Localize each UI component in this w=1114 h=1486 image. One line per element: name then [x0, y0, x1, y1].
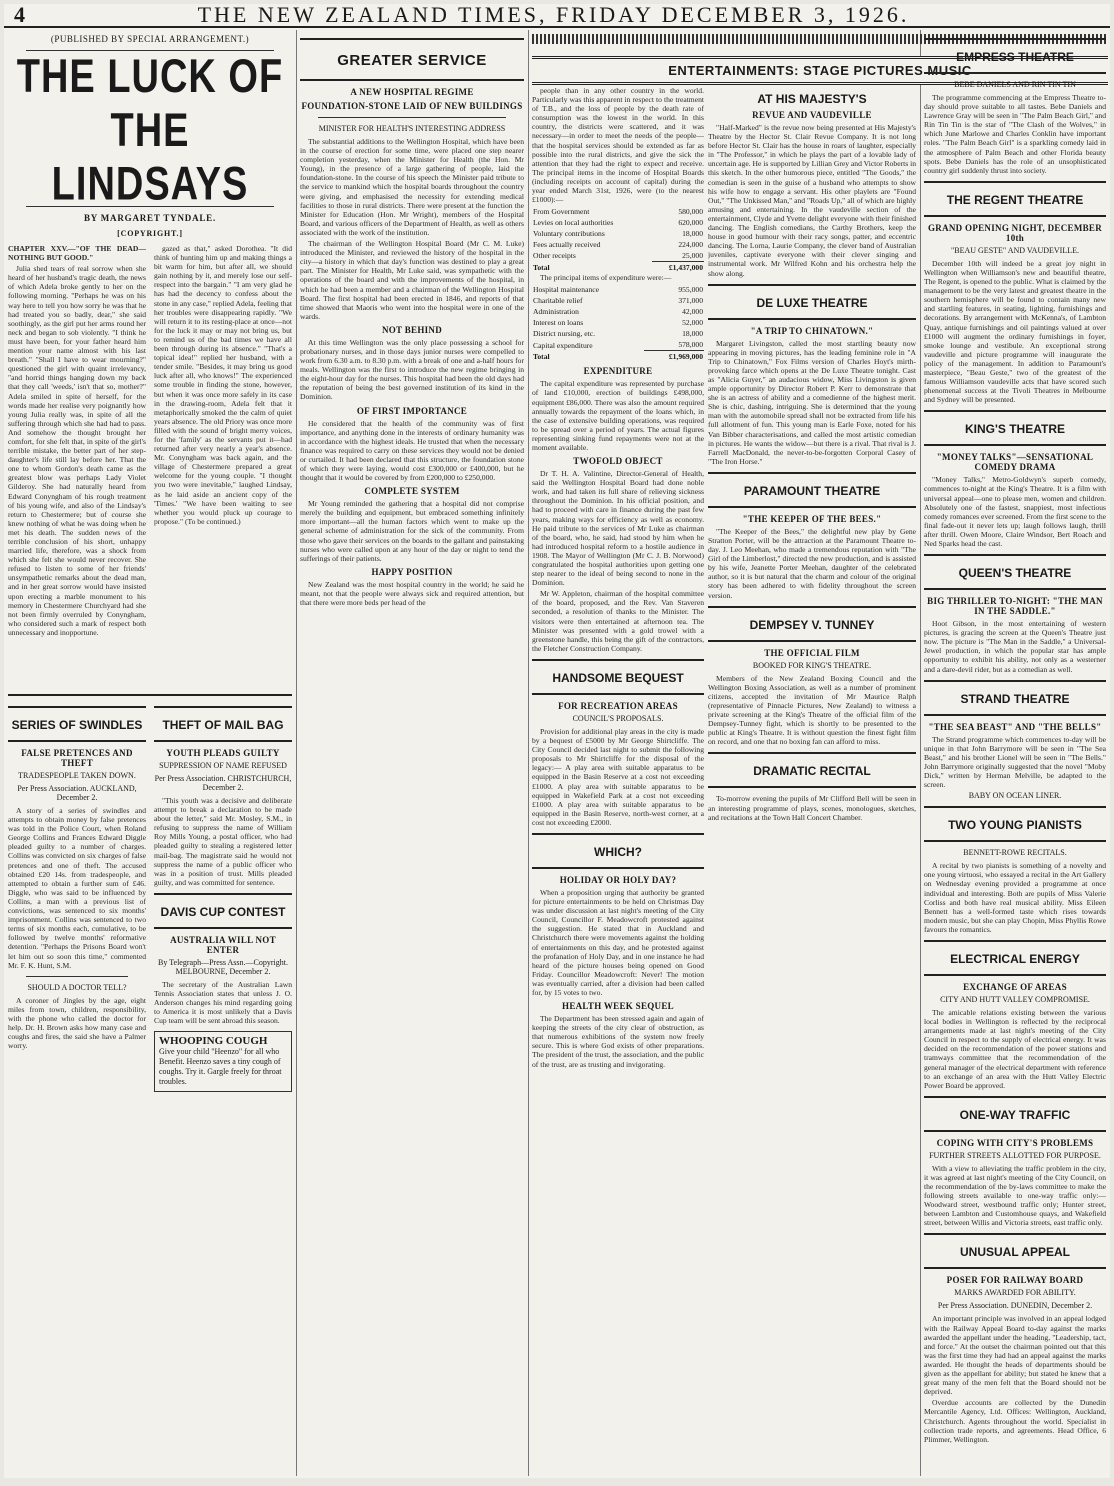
divider [26, 976, 128, 977]
queens-title: QUEEN'S THEATRE [958, 566, 1072, 581]
regent-sub: GRAND OPENING NIGHT, DECEMBER 10th [927, 222, 1103, 243]
traffic-sub2: FURTHER STREETS ALLOTTED FOR PURPOSE. [929, 1150, 1101, 1160]
hospital-cont-body5: Mr W. Appleton, chairman of the hospital committee of the board, proposed, and the Rev. Van Staveren seconded, a resolution of thanks to the Minister. The visitors were then entertained at afternoon tea. The Minister was presented with a gold trowel with a greenstone handle, this being the gift of the contractors, the Fletcher Construction Company. [532, 589, 704, 653]
bequest-head-box [532, 659, 704, 695]
hospital-body2: The chairman of the Wellington Hospital Board (Mr C. M. Luke) introduced the Minister, and reviewed the history of the hospital in the city—a history in which that day's function was destined to play a great part. The Minister for Health, Mr Luke said, was sympathetic with the operations of the board and with the improvements of the hospital, in which he had been a member and a chairman of the Wellington Hospital Board. The first hospital had been erected in 1846, and reports of that time showed that Maoris who went into the hospital were in one of the wards. [300, 239, 524, 321]
right-column [924, 32, 1106, 1476]
page-number: 4 [14, 4, 25, 27]
energy-sub: EXCHANGE OF AREAS [963, 981, 1067, 992]
traffic-head-box [924, 1096, 1106, 1132]
mailbag-head-box [154, 706, 292, 742]
masthead [4, 4, 1110, 28]
bequest-body: Provision for additional play areas in the city is made by a bequest of £5000 by Mr George Shirtcliffe. The City Council decided last night to submit the following proposals to Mr Shirtcliffe for the disposal of the legacy:— A play area with suitable apparatus to be equipped in the Basin Reserve at a cost not exceeding £1000. A play area with suitable apparatus to be equipped in Wakefield Park at a cost not exceeding £1000. A play area with suitable apparatus to be equipped in the Basin Reserve, north-west corner, at a cost not exceeding £2000. [532, 726, 704, 827]
majesty-sub: REVUE AND VAUDEVILLE [752, 110, 872, 120]
row-label: From Government [533, 207, 590, 217]
bequest-sub2: COUNCIL'S PROPOSALS. [572, 713, 664, 723]
table-row [532, 295, 704, 306]
table-row [532, 317, 704, 328]
row-label: Levies on local authorities [533, 218, 614, 228]
energy-head-box [924, 940, 1106, 976]
dempsey-title: DEMPSEY V. TUNNEY [749, 617, 875, 632]
swindles-sub2: TRADESPEOPLE TAKEN DOWN. [18, 771, 136, 780]
empress-head-box [924, 38, 1106, 74]
strand-sub: "THE SEA BEAST" AND "THE BELLS" [928, 721, 1102, 732]
serial-chapter: CHAPTER XXV.—"OF THE DEAD—NOTHING BUT GOOD." [8, 244, 146, 263]
majesty-title: AT HIS MAJESTY'S [757, 92, 867, 106]
serial-text-b: gazed as that," asked Dorothea. "It did think of hunting him up and making things a bit warm for him, but after all, we should gain nothing by it, and merely lose our self-respect into the bargain." "I am very glad he has had the decency to confess about the stone in any case," replied Adela, feeling that her troubles were disappearing rapidly. "We will return it to its resting-place at once—not for the luck it may or may not bring us, but to remind us of the bad times we have all been through during its absence." "That's a topical idea!" replied her husband, with a tender smile. "Besides, it may bring us good luck after all, who knows!" The experienced some trouble in finding the stone, however, but when it was once more safely in its case in the drawing-room, Adela felt that it metaphorically smoked the the calm of quiet years absence. The old Priory was once more filled with the sound of bright merry voices, for the 'family' as the servants put it—had returned after very nearly a year's absence. Mr. Conyngham was back again, and the village of Chestermere prepared a great welcome for the young couple. "I thought you two were inevitable," laughed Lindsay, as he laid aside an ancient copy of the 'Times.' "We have been waiting to see whether you would pluck up courage to propose." (To be continued.) [154, 244, 292, 526]
column-rule [296, 30, 297, 1476]
row-label: Total [533, 352, 550, 362]
appeal-sub: POSER FOR RAILWAY BOARD [946, 1275, 1084, 1286]
dempsey-sub2: BOOKED FOR KING'S THEATRE. [752, 660, 872, 670]
serial-text-a: Julia shed tears of real sorrow when she heard of her husband's tragic death, the news of which Adela broke gently to her on the following morning. "Perhaps he was on his way here to tell you how sorry he was that he had treated you so badly, dear," she said soothingly, as the girl put her arms round her neck and began to sob violently. "I think he must have been, for your father heard him mention your name almost with his last breath." "Shall I have to wear mourning?" questioned the girl with quaint irrelevancy, "and horrid things hanging down my back that they call 'weeds,' isn't that so, mother?" Adela smiled in spite of herself, for the words made her realise very poignantly how young Julia really was, in spite of all the suffering through which she had had to pass. And somehow the thought brought her comfort, for she felt that, in spite of the girl's terrible mistake, the better part of her step-daughter's life still lay before her. That the one to whom Gordon's death came as the greatest blow was perhaps Lady Violet Gilderoy. She had naturally heard from Edward Conyngham of his rough treatment of his young wife, and also of the Lindsay's return to Chestermere; but of course she knew nothing of what he was doing when he met his death. The sudden news of the terrible conclusion of his short, unhappy married life, therefore, was a shock from which she felt she would never recover. She refused to listen to some of her friends' unsympathetic remarks about the dead man, and in her great sorrow would have insisted upon erecting a marble monument to his memory in Chestermere Churchyard had she not been firmly overruled by Conyngham, who considered such a mark of respect both unnecessary and inopportune. [8, 264, 146, 637]
serial-story [8, 32, 292, 692]
whooping-cough-ad [154, 1031, 292, 1092]
hospital-cont-body4: Dr T. H. A. Valintine, Director-General of Health, said the Wellington Hospital Board had done noble work, and had taken its full share of relieving sickness throughout the Dominion. In his official position, and had to proceed with care in finance during the past few years, making ways for efficiency as well as economy. He paid tribute to the services of Mr Luke as chairman of the board, who, he said, had stood by him when he had introduced hospital reform to a hostile audience in 1908. The Mayor of Wellington (Mr C. J. B. Norwood) congratulated the hospital authorities upon getting one step nearer to the ideal of being second to none in the Dominion. [532, 469, 704, 588]
row-value: 620,000 [678, 218, 703, 228]
health-week-body: The Department has been stressed again and again of keeping the streets of the city clear of obstruction, as that numerous exhibitions of the system now freely secure. This is where God exists of other preparations. The president of the trust, the association, and the public of the trust, are as trusting and invigorating. [532, 1014, 704, 1069]
traffic-body: With a view to alleviating the traffic problem in the city, it was agreed at last night's meeting of the City Council, on the recommendation of the by-laws committee to make the following streets available to one-way traffic only:— Woodward street, westbound traffic only; Hunter street, between Lambton and Customhouse quays, and Wakefield street, between Willis and Victoria streets, east traffic only. [924, 1163, 1106, 1228]
mailbag-sub2: SUPPRESSION OF NAME REFUSED [159, 761, 287, 770]
paramount-head-box [708, 472, 916, 508]
serial-kicker: (PUBLISHED BY SPECIAL ARRANGEMENT.) [50, 34, 250, 44]
davis-source: By Telegraph—Press Assn.—Copyright. MELBOURNE, December 2. [158, 957, 288, 976]
hospital-title: GREATER SERVICE [337, 52, 487, 69]
row-value: 18,000 [682, 329, 703, 339]
energy-body: The amicable relations existing between the various local bodies in Wellington is reflected by the reciprocal arrangements made at last night's meeting of the City Council in respect to the supply of electrical energy. It was decided on the recommendation of the power stations and tramways committee that the recommendation of the general manager of the electrical department with reference to an exchange of an area with the Hutt Valley Electric Power Board be approved. [924, 1007, 1106, 1090]
pianists-head-box [924, 806, 1106, 842]
regent-body: December 10th will indeed be a great joy night in Wellington when Williamson's new and beautiful theatre, The Regent, is opened to the public. What is claimed by the management to be the very latest and greatest theatre in the southern hemisphere will be found to contain many new and startling features, in seating, lighting, furnishings and decorations. By arrangement with McKenna's, of Lambton Quay, antique furnishings and oil paintings valued at over £1000 will augment the ordinary furnishings in foyer, smoke lounge and vestibule. An exceptional strong vaudeville and picture programme will inaugurate the policy of the management. In addition to Paramount's masterpiece, "Beau Geste," two of the greatest of the famous Williamson vaudeville acts that have scored such phenomenal success at the Tivoli Theatres in Melbourne and Sydney will be presented. [924, 258, 1106, 405]
subhead-health-week: HEALTH WEEK SEQUEL [562, 1001, 674, 1012]
row-label: Voluntary contributions [533, 229, 605, 239]
row-value: 371,000 [678, 296, 703, 306]
subhead-not-behind: NOT BEHIND [381, 324, 443, 335]
pianists-sub: BENNETT-ROWE RECITALS. [963, 848, 1067, 858]
table-total-row [532, 351, 704, 363]
table-row [532, 328, 704, 339]
theatres-col-a [708, 86, 916, 1476]
row-label: Total [533, 262, 550, 272]
table-row [532, 217, 704, 228]
divider [318, 117, 506, 118]
energy-sub2: CITY AND HUTT VALLEY COMPROMISE. [940, 994, 1090, 1004]
appeal-body2: Overdue accounts are collected by the Dunedin Mercantile Agency, Ltd. Offices: Wellington, Auckland, Christchurch. Agents throughout the world. Specialist in collection trade reports, and agreements. Head Office, 6 Plimmer, Wellington. [924, 1398, 1106, 1444]
empress-body: The programme commencing at the Empress Theatre to-day should prove suitable to all tastes. Bebe Daniels and Lawrence Gray will be seen in "The Palm Beach Girl," and Rin Tin Tin is the star of "The Clash of the Wolves," in which June Marlowe and Charles Conklin have important roles. "The Palm Beach Girl" is a sparkling comedy laid in the atmosphere of Palm Beach and other Florida beauty spots. Bebe Daniels has the role of an unsophisticated country girl suddenly thrust into society. [924, 93, 1106, 175]
table-row [532, 206, 704, 217]
bequest-sub: FOR RECREATION AREAS [558, 700, 678, 711]
mailbag-sub: YOUTH PLEADS GUILTY [166, 748, 280, 758]
row-value: £1,969,000 [644, 351, 704, 363]
paramount-body: "The Keeper of the Bees," the delightful new play by Gene Stratton Porter, will be the attraction at the Paramount Theatre to-day. J. Leo Meehan, who made a tremendous reputation with "The Girl of the Limberlost," directed the new production, and is assisted by his wife, Jeanette Porter Meehan, daughter of the celebrated author, so it is but natural that the charm and colour of the original story has been adhered to with fidelity throughout the screen version. [708, 526, 916, 600]
strand-title: STRAND THEATRE [960, 691, 1070, 706]
strand-head-box [924, 680, 1106, 716]
appeal-sub2: MARKS AWARDED FOR ABILITY. [954, 1288, 1076, 1298]
paramount-sub: "THE KEEPER OF THE BEES." [742, 513, 882, 524]
bequest-title: HANDSOME BEQUEST [552, 670, 684, 685]
hospital-cont-body1: people than in any other country in the world. Particularly was this apparent in respect to the treatment of T.B., and the loss of people by the death rate of consumption was the lowest in the world. In this country, the districts were scattered, and it was necessary—in order to meet the needs of the people—that the hospital services should be extended as far as possible into the rural districts, and give the sick the attention that they had the right to expect and receive. The principal items in the income of Hospital Boards (including receipts on account of capital) during the year ended March 31st, 1926, were (to the nearest £1000):— [532, 86, 704, 205]
hospital-sub2: FOUNDATION-STONE LAID OF NEW BUILDINGS [301, 101, 523, 111]
serial-col-b [154, 244, 292, 639]
hospital-body3: At this time Wellington was the only place possessing a school for probationary nurses, and in those days junior nurses were compelled to work from 6.30 a.m. to 8.30 p.m. with a break of one and a-half hours for meals. Wellington was the first to introduce the new regime bringing in the eight-hour day for the nurses. This hospital had been the old days had the reputation of being the best governed institution of its kind in the Dominion. [300, 337, 524, 402]
subhead-happy: HAPPY POSITION [371, 566, 453, 577]
hospital-cont-body2: The principal items of expenditure were:— [540, 273, 672, 283]
kings-body: "Money Talks," Metro-Goldwyn's superb comedy, commences to-night at the King's Theatre. It is a film with universal appeal—one to please men, women and children. Absolutely one of the fastest, snappiest, most infectious comedy romances ever screened. From the first scene to the final fade-out it never lets up; laugh follows laugh, thrill after thrill. Owen Moore, Claire Windsor, Bert Roach and Ned Sparks head the cast. [924, 475, 1106, 548]
doctor-title: SHOULD A DOCTOR TELL? [27, 982, 127, 992]
which-sub: HOLIDAY OR HOLY DAY? [559, 874, 677, 885]
davis-head-box [154, 893, 292, 929]
regent-head-box [924, 181, 1106, 217]
row-value: £1,437,000 [652, 262, 705, 274]
traffic-sub: COPING WITH CITY'S PROBLEMS [936, 1137, 1094, 1148]
kings-head-box [924, 410, 1106, 446]
hospital-continued [532, 86, 704, 1476]
swindles-head-box [8, 706, 146, 742]
regent-sub2: "BEAU GESTE" AND VAUDEVILLE. [950, 245, 1079, 255]
row-label: Capital expenditure [533, 340, 593, 350]
kings-title: KING'S THEATRE [965, 422, 1065, 437]
traffic-title: ONE-WAY TRAFFIC [959, 1107, 1071, 1122]
table-row [532, 228, 704, 239]
recital-head-box [708, 752, 916, 788]
which-body: When a proposition urging that authority be granted for picture entertainments to be held on Christmas Day was under discussion at last night's meeting of the City Council, Councillor F. Meadowcroft protested against the suggestion. He stated that in Auckland and Christchurch there were movements against the holding of entertainments on this day, and he protested against the profanation of Holy Day, and in one instance he had heard of the picture houses being opened on Good Friday. Councillor Meadowcroft: Never! The motion was eventually carried, after a division had been called for, by 15 votes to two. [532, 887, 704, 997]
deluxe-head-box [708, 284, 916, 320]
lower-left-section [8, 700, 292, 1476]
hospital-article [300, 32, 524, 1476]
strand-body: The Strand programme which commences to-day will be unique in that John Barrymore will be seen in "The Sea Beast," and his brother Lionel will be seen in "The Bells." John Barrymore originally suggested that the novel "Moby Dick," written by Herman Melville, be adapted to the screen. [924, 734, 1106, 790]
hospital-body6: New Zealand was the most hospital country in the world; he said he meant, not that the people were always sick and required attention, but that there were more beds per head of the [300, 579, 524, 608]
swindles-sub: FALSE PRETENCES AND THEFT [21, 748, 133, 768]
row-label: Interest on loans [533, 318, 584, 328]
paramount-title: PARAMOUNT THEATRE [743, 483, 881, 498]
serial-columns [8, 244, 292, 639]
table-row [532, 306, 704, 317]
empress-sub: BEBE DANIELS AND RIN TIN TIN [954, 80, 1076, 89]
income-table [532, 206, 704, 273]
subhead-expenditure: EXPENDITURE [583, 366, 653, 377]
ad-body: Give your child "Heenzo" for all who Benefit. Heenzo saves a tiny cough of coughs. Try it. Gargle freely for throat troubles. [159, 1047, 282, 1087]
row-label: Fees actually received [533, 240, 601, 250]
masthead-title: THE NEW ZEALAND TIMES, FRIDAY DECEMBER 3, 1926. [197, 4, 910, 27]
table-row [532, 339, 704, 351]
row-label: Other receipts [533, 251, 576, 261]
appeal-head-box [924, 1233, 1106, 1269]
swindles-title: SERIES OF SWINDLES [11, 718, 143, 732]
mailbag-source: Per Press Association. CHRISTCHURCH, December 2. [154, 774, 292, 792]
queens-body: Hoot Gibson, in the most entertaining of western pictures, is gracing the screen at the Queen's Theatre just now. The picture is "The Man in the Saddle," a Universal-Jewel production, in which the popular star has ample opportunity to exhibit his ability, not only as a westerner and a dare-devil rider, but as a comedian as well. [924, 619, 1106, 674]
subhead-importance: OF FIRST IMPORTANCE [356, 405, 468, 416]
row-value: 955,000 [678, 285, 703, 295]
entertainments-banner: ENTERTAINMENTS: STAGE PICTURES MUSIC [532, 56, 1108, 85]
mailbag-body: "This youth was a decisive and deliberate attempt to break a declaration to be made about the letter," said Mr. Mosley, S.M., in refusing to suppress the name of William Roy Mills Young, a postal officer, who had pleaded guilty to stealing a registered letter mail-bag. The magistrate said he would not suppress the name of a public officer who was in a position of trust. Mills pleaded guilty, and was committed for sentence. [154, 796, 292, 887]
subhead-twofold: TWOFOLD OBJECT [573, 456, 663, 467]
hospital-cont-body3: The capital expenditure was represented by purchase of land £10,000, erection of buildings £498,000, equipment £86,000. There was also the amount required annually towards the repayment of the loans which, in the case of extensive building operations, was required to be spread over a period of years. The actual figures representing sinking fund repayments were not at the moment available. [532, 379, 704, 452]
hospital-body4: He considered that the health of the community was of first importance, and anything done in the interests of ordinary humanity was in accordance with the highest ideals. He trusted that when the necessary finance was required to carry on these services they would not be denied or curtailed. It had been declared that this structure, the foundation stone of which they were laying, would cost £300,000 or £400,000, but he thought that it would be covered by from £200,000 to £250,000. [300, 418, 524, 483]
row-value: 18,000 [682, 229, 703, 239]
davis-title: DAVIS CUP CONTEST [160, 904, 286, 919]
hospital-head-box [300, 38, 524, 81]
appeal-body: An important principle was involved in an appeal lodged with the Railway Appeal Board to-day against the marks awarded the appellant under the heading, "Leadership, tact, and force." At the outset the chairman pointed out that this was the first time they had had an appeal against the marks awarded. He thought the heads of departments should be given as the appellant for ability; but stated he knew that a great many of the men felt that the Board should not be deprived. [924, 1314, 1106, 1397]
doctor-body: A coroner of Jingles by the age, eight miles from town, children, responsibility, with the phone who called the doctor for help. Dr. H. Brown asks how many case and coughs and fires, the said she have a Palmer worry. [8, 995, 146, 1051]
empress-title: EMPRESS THEATRE [956, 50, 1074, 64]
row-label: Hospital maintenance [533, 285, 600, 295]
pianists-body: A recital by two pianists is something of a novelty and one young virtuosi, who essayed a recital in the Art Gallery on Wednesday evening provided a programme at once individual and interesting. Both are pupils of Miss Valerie Corliss and both have real musical ability. Miss Eileen Bennett has a well-formed taste which rises towards modern music, but she can play Chopin, Miss Phyllis Rowe favours the romantics. [924, 861, 1106, 934]
kings-sub: "MONEY TALKS"—SENSATIONAL COMEDY DRAMA [936, 452, 1094, 473]
column-rule [528, 30, 529, 1476]
recital-body: To-morrow evening the pupils of Mr Clifford Bell will be seen in an interesting programme of plays, scenes, monologues, sketches, and recitations at the Town Hall Concert Chamber. [708, 794, 916, 822]
regent-title: THE REGENT THEATRE [946, 192, 1084, 207]
row-label: District nursing, etc. [533, 329, 596, 339]
row-value: 580,000 [678, 207, 703, 217]
ad-head: WHOOPING COUGH [159, 1035, 268, 1048]
row-value: 42,000 [682, 307, 703, 317]
appeal-title: UNUSUAL APPEAL [959, 1245, 1070, 1260]
davis-body: The secretary of the Australian Lawn Tennis Association states that unless J. O. Anderson changes his mind regarding going to America it is most unlikely that a Davis Cup team will be sent abroad this season. [154, 979, 292, 1026]
which-title: WHICH? [594, 844, 642, 859]
which-head-box [532, 833, 704, 869]
energy-title: ELECTRICAL ENERGY [950, 951, 1080, 966]
dempsey-head-box [708, 606, 916, 642]
row-value: 224,000 [678, 240, 703, 250]
pianists-title: TWO YOUNG PIANISTS [948, 818, 1082, 833]
queens-head-box [924, 554, 1106, 590]
appeal-source: Per Press Association. DUNEDIN, December 2. [937, 1301, 1093, 1311]
serial-col-a [8, 244, 146, 639]
dempsey-body: Members of the New Zealand Boxing Council and the Wellington Boxing Association, as well as a number of prominent citizens, accepted the invitation of Mr Maurice Ralph (representative of Pinnacle Pictures, New Zealand) to witness a private screening at the King's Theatre of the official film of the Dempsey-Tunney fight, which is shortly to be presented to the public at King's Theatre. It is without question the finest fight film on record, and one that no boxing fan can afford to miss. [708, 673, 916, 747]
swindles-body: A story of a series of swindles and attempts to obtain money by false pretences was told in the Police Court, when Roland George Collins and Frances Edward Diggle pleaded guilty to a number of charges. Collins was convicted on six charges of false pretences and one of theft. The accused obtained £20 14s. from tradespeople, and attempted to obtain a further sum of £46. Diggle, who was said to be influenced by Collins, a man with a previous list of convictions, was sentenced to six months' imprisonment. Collins was sentenced to two terms of six months each, cumulative, to be followed by twelve months' reformative detention. "Perhaps the Prisons Board won't let him out so soon this time," commented Mr. F. K. Hunt, S.M. [8, 806, 146, 970]
dempsey-sub: THE OFFICIAL FILM [764, 647, 860, 658]
strand-note: BABY ON OCEAN LINER. [968, 791, 1062, 801]
newspaper-page [4, 4, 1110, 1478]
deluxe-title: DE LUXE THEATRE [756, 295, 868, 310]
majesty-body: "Half-Marked" is the revue now being presented at His Majesty's Theatre by the Hector St. Clair Revue Company. It is not long before Hector St. Clair has the house in roars of laughter, especially in "The Professor," in which he plays the part of a lovable lady of uncertain age. He is supported by Lillian Grey and Victor Roberts in this sketch. In the other humorous piece, entitled "The Goods," the comedian is seen in the guise of a husband who attempts to show his wife how to engage a servant. His other playlets are "Found Out," "The Unkissed Man," and "Roads Up," all of which are highly amusing and entertaining. In the vaudeville section of the entertainment, Clyde and Yvette delight everyone with their finished dancing. The English comedians, the Carthy Brothers, keep the house in good humour with their racy songs, patter, and eccentric dancing. The Lorna, Laurie Company, the clever band of Australian juveniles, captivate everyone with their clever singing and instrumental work. Mr Wilfred Kohn and his orchestra help the show along. [708, 123, 916, 278]
divider [8, 694, 292, 696]
mailbag-article [154, 700, 292, 1476]
row-value: 25,000 [682, 251, 703, 261]
row-label: Administration [533, 307, 579, 317]
table-row [532, 239, 704, 250]
swindles-source: Per Press Association. AUCKLAND, December 2. [17, 784, 137, 802]
recital-title: DRAMATIC RECITAL [753, 764, 871, 779]
queens-sub: BIG THRILLER TO-NIGHT: "THE MAN IN THE SADDLE." [927, 596, 1103, 617]
serial-copyright: [COPYRIGHT.] [117, 229, 183, 238]
serial-byline: BY MARGARET TYNDALE. [83, 213, 217, 223]
hospital-sub3: MINISTER FOR HEALTH'S INTERESTING ADDRESS [318, 124, 506, 133]
subhead-complete: COMPLETE SYSTEM [364, 486, 460, 497]
row-value: 52,000 [682, 318, 703, 328]
swindles-article [8, 700, 146, 1476]
row-label: Charitable relief [533, 296, 583, 306]
hospital-body1: The substantial additions to the Wellington Hospital, which have been in the course of erection for some time, were placed one step nearer completion yesterday, when the Minister for Health (the Hon. Mr Young), in the presence of a large gathering of people, laid the foundation-stone. In the course of his speech the Minister paid tribute to the service to mankind which the hospital boards throughout the country were giving, and emphasised the necessity for extending medical facilities to those in rural districts. There were present at the function the Minister for Education (Hon. Mr Wright), members of the Hospital Board, and various officers of the Department of Health, as well as others associated with the work of the institution. [300, 137, 524, 237]
mailbag-title: THEFT OF MAIL BAG [162, 718, 284, 732]
serial-title: THE LUCK OF THE LINDSAYS [16, 50, 284, 211]
davis-sub: AUSTRALIA WILL NOT ENTER [170, 934, 276, 955]
hospital-body5: Mr Young reminded the gathering that a hospital did not comprise merely the building and equipment, but embraced something infinitely more important—all the human factors which went to make up the general scheme of administration for the sick of the community. From those who gave their services on the boards to the gallant and painstaking nurses who were called upon at any hour of the day or night to tend the sufferings of their patients. [300, 499, 524, 563]
deluxe-sub: "A TRIP TO CHINATOWN." [750, 325, 874, 336]
table-total-row [532, 262, 704, 274]
table-row [532, 284, 704, 295]
expenditure-table [532, 284, 704, 362]
hospital-sub: A NEW HOSPITAL REGIME [350, 87, 474, 97]
column-rule [920, 30, 921, 1476]
row-value: 578,000 [678, 340, 703, 350]
deluxe-body: Margaret Livingston, called the most startling beauty now appearing in moving pictures, has the leading feminine role in "A Trip to Chinatown," Fox Films version of Charles Hoyt's mirth-provoking farce which opens at the De Luxe Theatre tonight. Cast as "Alicia Guyer," an audacious widow, Miss Livingston is given ample opportunity by Director Robert P. Kerr to demonstrate that she is an actress of ability and a comedienne of the highest merit. She is chic, dashing, intriguing. She is determined that the young man with the automobile spread shall not be extracted from life his full allotment of fun. This young man is Earle Foxe, noted for his Van Bibber characterisations, and called the most artistic comedian in pictures. He wants the widow—but there is a rival. That rival is J. Farrell MacDonald, the never-to-be-forgotten Corporal Casey of "The Iron Horse." [708, 338, 916, 466]
table-row [532, 250, 704, 262]
